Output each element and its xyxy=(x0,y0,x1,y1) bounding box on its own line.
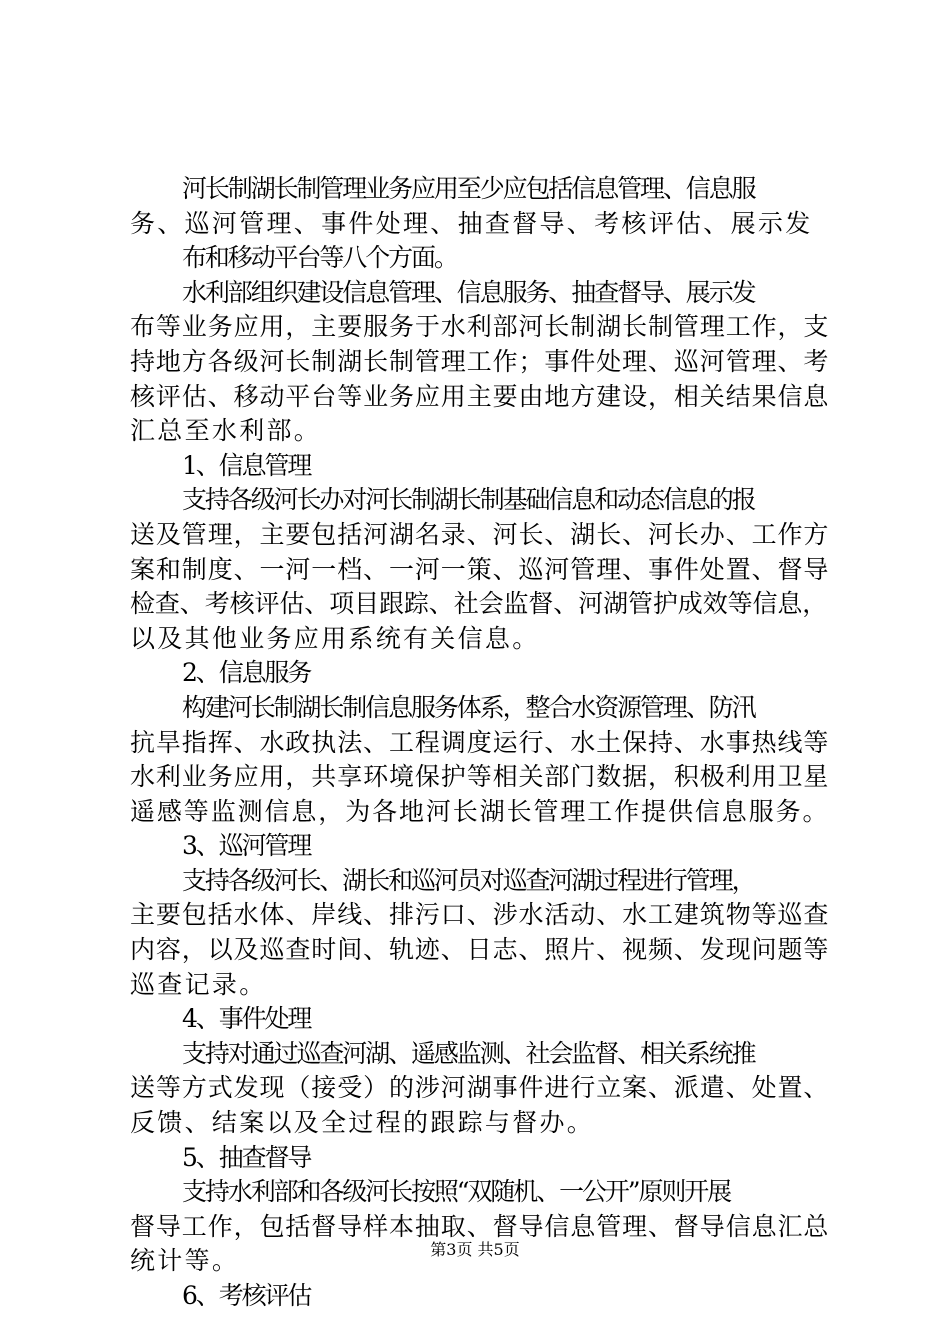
text-line: 送等方式发现（接受）的涉河湖事件进行立案、派遣、处置、 xyxy=(130,1073,830,1103)
text-line: 水利部组织建设信息管理、信息服务、抽查督导、展示发 xyxy=(182,277,755,307)
text-line: 持地方各级河长制湖长制管理工作；事件处理、巡河管理、考 xyxy=(130,346,830,376)
page-footer: 第3页 共5页 xyxy=(430,1240,520,1259)
text-line: 支持各级河长办对河长制湖长制基础信息和动态信息的报 xyxy=(182,485,755,515)
text-line: 案和制度、一河一档、一河一策、巡河管理、事件处置、督导 xyxy=(130,554,830,584)
text-line: 支持各级河长、湖长和巡河员对巡查河湖过程进行管理， xyxy=(182,865,755,895)
text-line: 督导工作，包括督导样本抽取、督导信息管理、督导信息汇总 xyxy=(130,1211,830,1241)
text-line: 1、信息管理 xyxy=(182,450,311,480)
text-line: 务、巡河管理、事件处理、抽查督导、考核评估、展示发 xyxy=(130,208,813,238)
text-line: 支持对通过巡查河湖、遥感监测、社会监督、相关系统推 xyxy=(182,1038,755,1068)
text-line: 2、信息服务 xyxy=(182,658,311,688)
text-line: 3、巡河管理 xyxy=(182,831,311,861)
text-line: 布和移动平台等八个方面。 xyxy=(182,243,457,273)
text-line: 布等业务应用，主要服务于水利部河长制湖长制管理工作，支 xyxy=(130,312,830,342)
text-line: 以及其他业务应用系统有关信息。 xyxy=(130,623,540,653)
text-line: 内容，以及巡查时间、轨迹、日志、照片、视频、发现问题等 xyxy=(130,935,830,965)
text-line: 构建河长制湖长制信息服务体系，整合水资源管理、防汛 xyxy=(182,692,755,722)
text-line: 核评估、移动平台等业务应用主要由地方建设，相关结果信息 xyxy=(130,381,830,411)
text-line: 抗旱指挥、水政执法、工程调度运行、水土保持、水事热线等 xyxy=(130,727,830,757)
text-line: 统计等。 xyxy=(130,1246,240,1276)
text-line: 反馈、结案以及全过程的跟踪与督办。 xyxy=(130,1108,595,1138)
text-line: 送及管理，主要包括河湖名录、河长、湖长、河长办、工作方 xyxy=(130,519,830,549)
text-line: 汇总至水利部。 xyxy=(130,416,322,446)
text-line: 水利业务应用，共享环境保护等相关部门数据，积极利用卫星 xyxy=(130,762,830,792)
text-line: 6、考核评估 xyxy=(182,1281,311,1310)
text-line: 河长制湖长制管理业务应用至少应包括信息管理、信息服 xyxy=(182,174,755,203)
document-body xyxy=(130,172,830,1314)
text-line: 4、事件处理 xyxy=(182,1004,311,1034)
text-line: 检查、考核评估、项目跟踪、社会监督、河湖管护成效等信息， xyxy=(130,589,828,619)
text-line: 巡查记录。 xyxy=(130,969,267,999)
text-line: 遥感等监测信息，为各地河长湖长管理工作提供信息服务。 xyxy=(130,796,830,826)
text-line: 支持水利部和各级河长按照“双随机、一公开”原则开展 xyxy=(182,1177,731,1207)
text-line: 主要包括水体、岸线、排污口、涉水活动、水工建筑物等巡查 xyxy=(130,900,830,930)
text-line: 5、抽查督导 xyxy=(182,1142,311,1172)
